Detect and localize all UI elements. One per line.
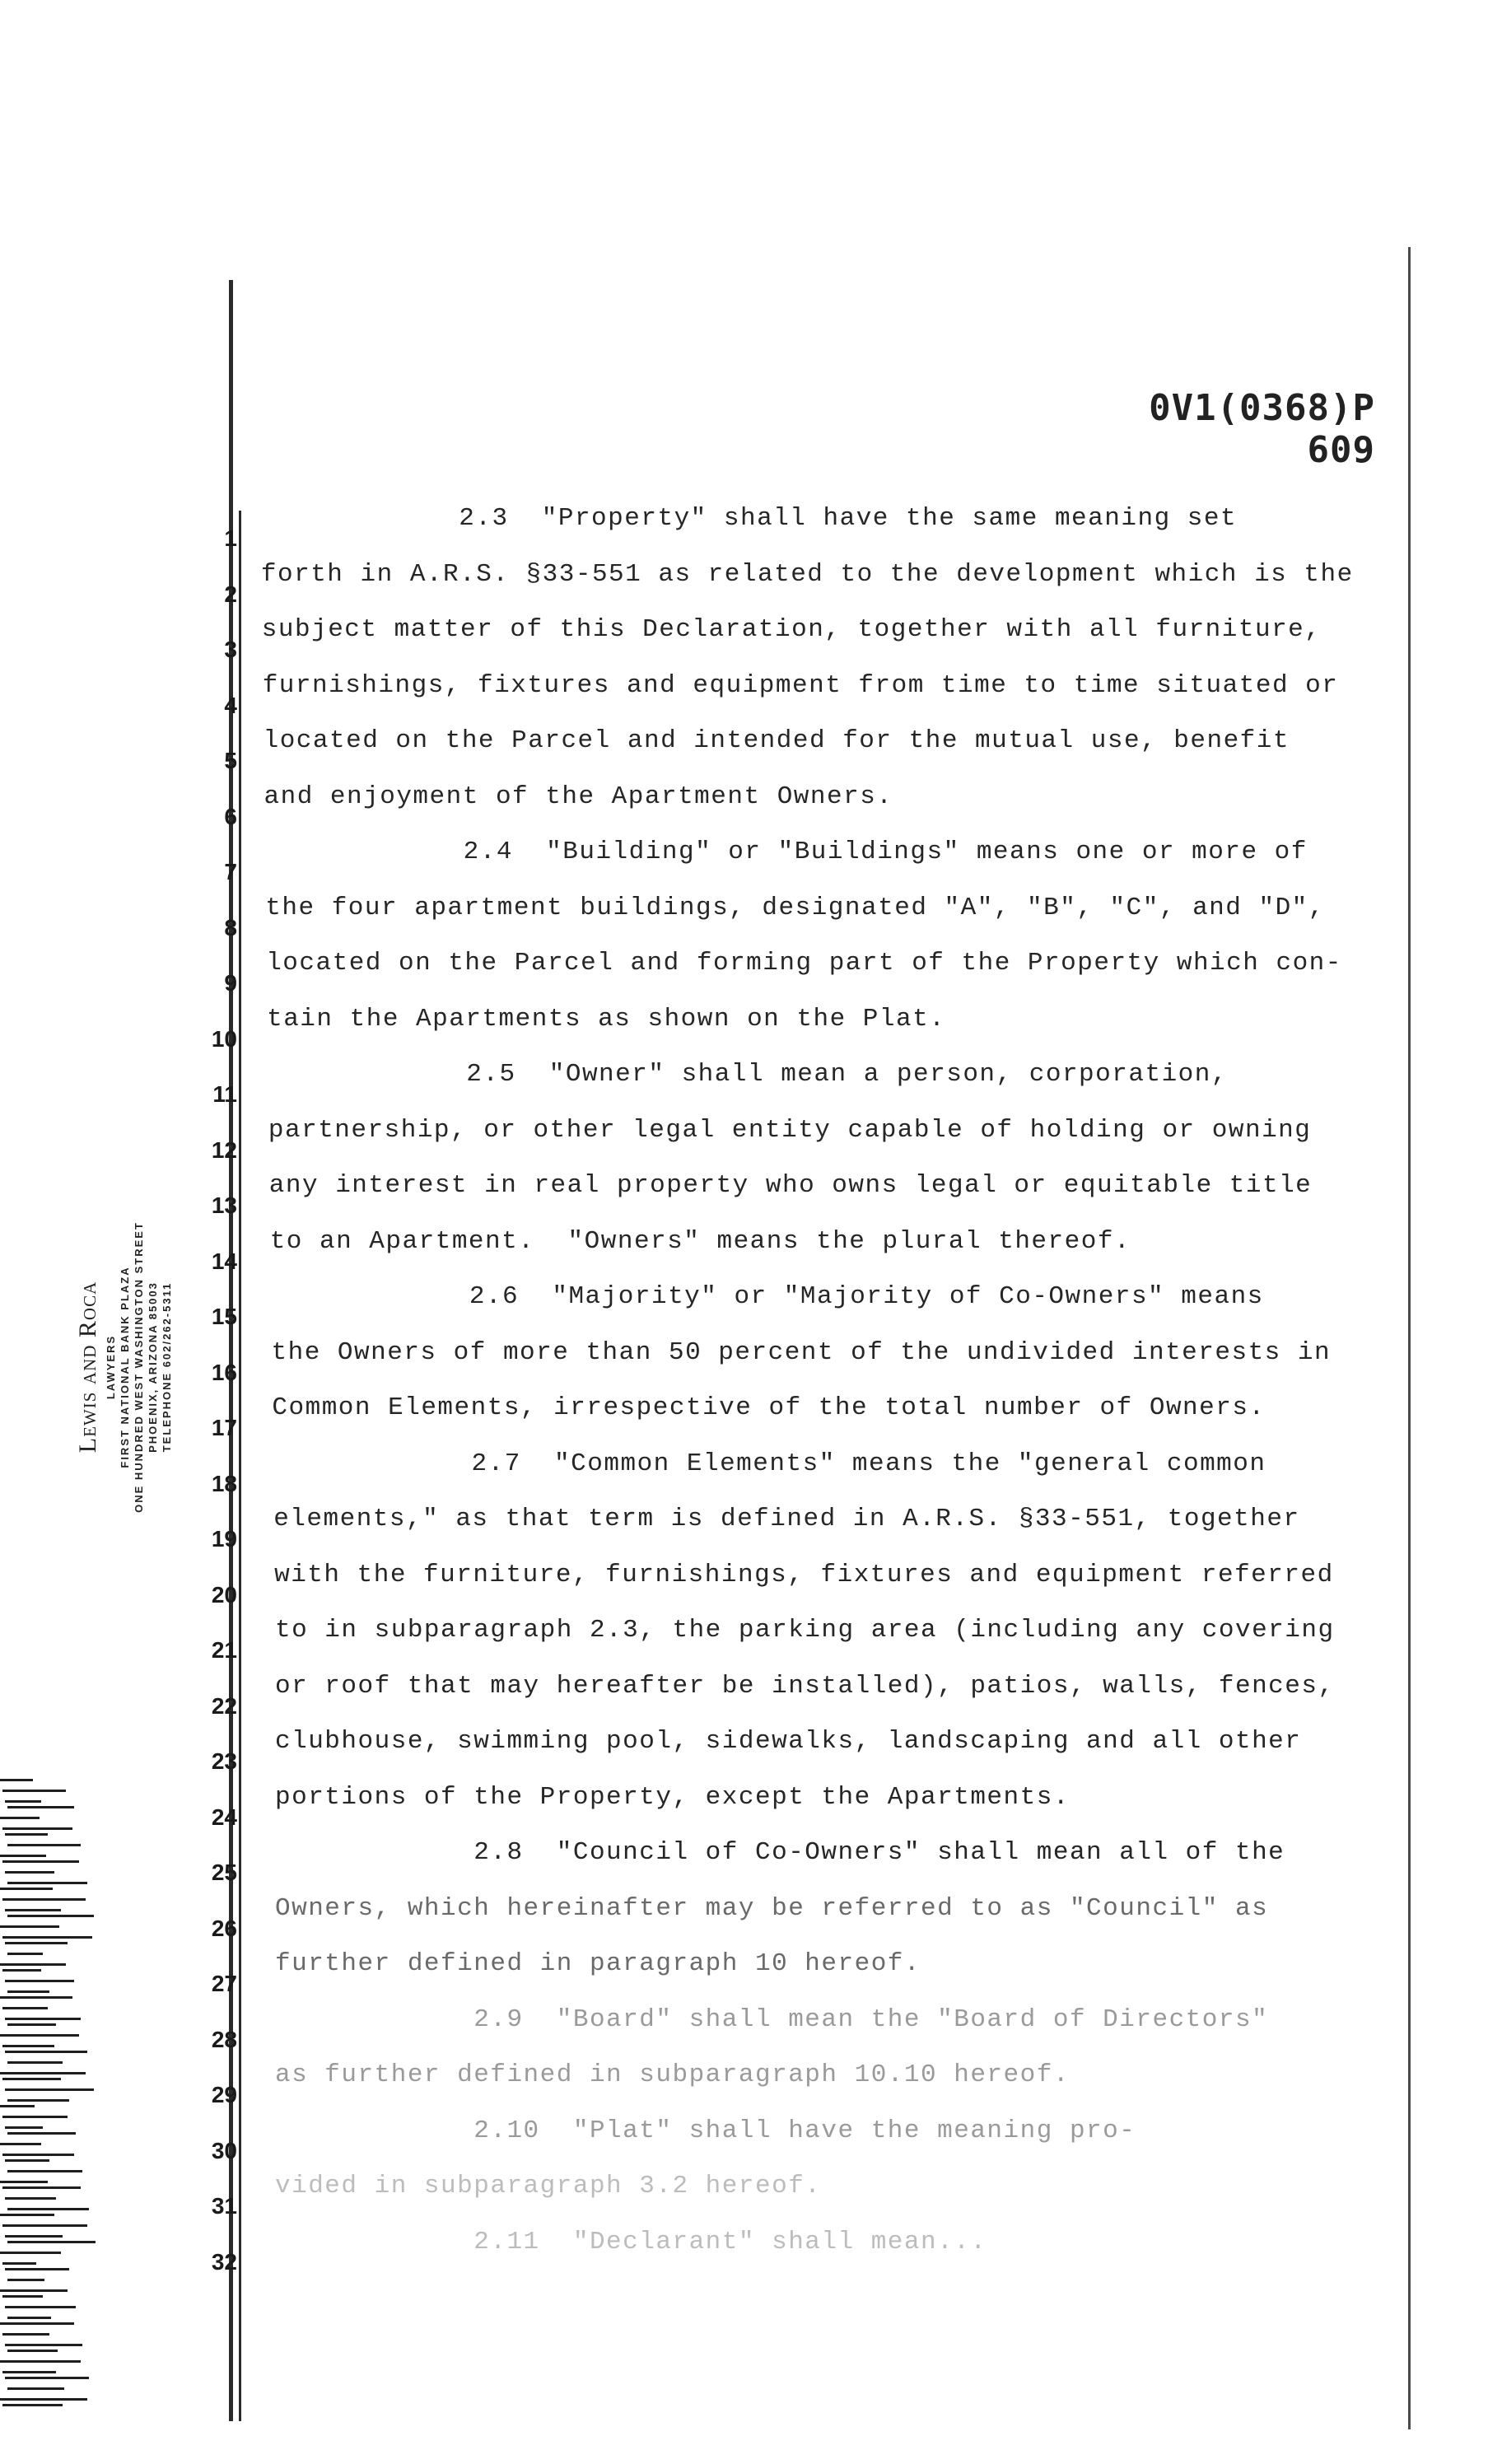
scan-mark — [7, 2132, 76, 2135]
scan-mark — [2, 2186, 81, 2189]
scan-mark — [0, 1779, 33, 1781]
text-line: Common Elements, irrespective of the total number of Owners. — [272, 1393, 1266, 1422]
text-line: portions of the Property, except the Apartments. — [275, 1782, 1070, 1812]
scan-mark — [2, 1969, 41, 1972]
text-line: further defined in paragraph 10 hereof. — [275, 1949, 921, 1978]
text-line: partnership, or other legal entity capable of holding or owning — [268, 1115, 1312, 1145]
scan-mark — [5, 2377, 89, 2379]
text-line: 2.3 "Property" shall have the same meaning set — [260, 504, 1238, 533]
scan-mark — [2, 2371, 56, 2373]
line-number: 24 — [211, 1804, 237, 1830]
book-page-stamp: 0V1(0368)P 609 — [1149, 387, 1375, 471]
scan-mark — [0, 1925, 59, 1928]
scan-mark — [7, 1915, 94, 1917]
text-line: 2.4 "Building" or "Buildings" means one or more of — [264, 838, 1308, 866]
line-number: 26 — [211, 1915, 237, 1941]
line-number: 18 — [211, 1470, 237, 1496]
text-line: 2.6 "Majority" or "Majority of Co-Owners" means — [270, 1282, 1264, 1311]
scan-mark — [0, 1817, 40, 1819]
line-number: 15 — [211, 1304, 237, 1329]
line-number: 27 — [211, 1971, 237, 1996]
text-line: subject matter of this Declaration, together with all furniture, — [261, 615, 1322, 644]
scan-mark — [0, 2072, 86, 2074]
text-line: elements," as that term is defined in A.R.S. §33-551, together — [273, 1505, 1300, 1533]
text-line: any interest in real property who owns legal or equitable title — [268, 1171, 1313, 1200]
scan-mark — [0, 2034, 79, 2037]
scan-mark — [2, 1790, 66, 1792]
line-number: 21 — [211, 1637, 237, 1663]
scan-mark — [0, 2105, 35, 2107]
scan-mark — [5, 1980, 74, 1982]
scan-mark — [2, 2007, 48, 2009]
letterhead-line: FIRST NATIONAL BANK PLAZA — [119, 1266, 131, 1468]
text-line: Owners, which hereinafter may be referred to as "Council" as — [275, 1893, 1269, 1923]
letterhead-line: PHOENIX, ARIZONA 85003 — [147, 1281, 159, 1453]
letterhead-line: ONE HUNDRED WEST WASHINGTON STREET — [133, 1221, 145, 1513]
scan-mark — [5, 2344, 82, 2346]
line-number: 3 — [224, 637, 237, 662]
line-number: 10 — [211, 1025, 237, 1052]
scan-mark — [2, 1860, 79, 1863]
scan-mark — [2, 1898, 86, 1901]
line-number: 17 — [211, 1415, 237, 1440]
scan-mark — [2, 2116, 68, 2118]
scan-mark — [7, 2208, 89, 2210]
line-number: 4 — [224, 692, 237, 718]
line-number: 19 — [211, 1526, 237, 1552]
scan-mark — [0, 2398, 87, 2401]
text-line: 2.5 "Owner" shall mean a person, corporation, — [268, 1060, 1228, 1089]
line-number: 28 — [211, 2026, 237, 2052]
text-line: to in subparagraph 2.3, the parking area (including any covering — [275, 1616, 1335, 1645]
letterhead-line: LAWYERS — [105, 1334, 117, 1400]
scan-mark — [0, 2252, 61, 2254]
scan-mark — [7, 2387, 64, 2390]
text-line: the Owners of more than 50 percent of the undivided interests in — [271, 1337, 1332, 1367]
scan-mark — [5, 1833, 48, 1836]
scan-mark — [2, 2045, 54, 2047]
scan-mark — [2, 2078, 61, 2080]
scan-mark — [0, 2143, 41, 2145]
line-number: 30 — [211, 2137, 237, 2163]
text-line: 2.11 "Declarant" shall mean... — [275, 2227, 987, 2256]
scan-mark — [2, 1936, 92, 1939]
scan-mark — [2, 2224, 87, 2227]
scan-mark — [7, 2317, 51, 2319]
line-number: 20 — [211, 1581, 237, 1608]
scan-mark — [2, 2262, 36, 2265]
scan-mark — [7, 1806, 74, 1808]
scan-mark — [7, 2170, 82, 2172]
letterhead-line: TELEPHONE 602/262-5311 — [161, 1281, 173, 1453]
scan-mark — [2, 2404, 63, 2406]
line-number: 2 — [224, 581, 237, 607]
line-number: 25 — [211, 1860, 237, 1885]
text-line: or roof that may hereafter be installed), patios, walls, fences, — [275, 1671, 1335, 1701]
scan-mark — [7, 1844, 81, 1846]
scan-mark — [7, 1990, 49, 1993]
scan-mark — [5, 2268, 69, 2270]
text-line: clubhouse, swimming pool, sidewalks, landscaping and all other — [275, 1727, 1302, 1756]
text-line: the four apartment buildings, designated "A", "B", "C", and "D", — [265, 893, 1325, 922]
scan-mark — [0, 2181, 48, 2183]
line-number: 13 — [211, 1192, 237, 1218]
scan-mark — [7, 1882, 87, 1884]
scan-mark — [5, 1800, 41, 1803]
text-line: as further defined in subparagraph 10.10 hereof. — [275, 2060, 1070, 2089]
firm-name: Lewis and Roca — [74, 1281, 101, 1454]
scan-mark — [7, 2099, 69, 2102]
text-line: forth in A.R.S. §33-551 as related to the development which is the — [260, 559, 1354, 589]
text-line: 2.7 "Common Elements" means the "general common — [273, 1449, 1266, 1478]
line-number: 12 — [211, 1136, 237, 1163]
text-line: 2.9 "Board" shall mean the "Board of Directors" — [275, 2004, 1269, 2034]
scan-mark — [2, 2154, 74, 2156]
scan-mark — [7, 1953, 43, 1955]
line-number: 8 — [224, 914, 237, 940]
text-line: located on the Parcel and intended for the mutual use, benefit — [263, 726, 1290, 755]
scan-mark — [5, 2306, 76, 2308]
text-line: 2.8 "Council of Co-Owners" shall mean all of the — [275, 1838, 1285, 1867]
scan-mark — [5, 2088, 94, 2091]
scan-mark — [7, 2350, 58, 2352]
line-number: 14 — [211, 1248, 237, 1274]
scan-mark — [0, 2289, 68, 2292]
text-line: to an Apartment. "Owners" means the plural thereof. — [269, 1226, 1131, 1256]
scan-edge-artifacts — [0, 1779, 107, 2454]
line-number: 1 — [224, 525, 237, 551]
line-number: 7 — [224, 859, 237, 884]
line-number: 5 — [224, 748, 237, 773]
text-line: furnishings, fixtures and equipment from time to time situated or — [262, 670, 1339, 700]
line-number: 31 — [211, 2193, 237, 2219]
right-margin-rule — [1408, 247, 1411, 2429]
scan-mark — [5, 2197, 56, 2200]
line-number: 23 — [211, 1748, 237, 1774]
scan-mark — [7, 2023, 56, 2026]
scan-mark — [0, 2322, 74, 2325]
scan-mark — [0, 2360, 81, 2363]
scan-mark — [0, 1963, 66, 1966]
text-line: located on the Parcel and forming part of the Property which con- — [266, 949, 1342, 978]
scan-mark — [5, 2235, 63, 2238]
scan-mark — [5, 2159, 49, 2162]
text-line: vided in subparagraph 3.2 hereof. — [275, 2172, 822, 2200]
scan-mark — [0, 1996, 72, 1999]
scan-mark — [5, 1942, 68, 1944]
text-line: 2.10 "Plat" shall have the meaning pro- — [275, 2116, 1136, 2145]
line-number: 9 — [224, 970, 237, 996]
scan-mark — [7, 2279, 44, 2281]
line-number: 6 — [224, 803, 237, 829]
text-line: and enjoyment of the Apartment Owners. — [264, 782, 893, 811]
text-line: with the furniture, furnishings, fixtures and equipment referred — [274, 1560, 1334, 1589]
scan-mark — [5, 1909, 61, 1911]
scan-mark — [5, 1871, 54, 1874]
letterhead-text — [74, 1202, 174, 1532]
scan-mark — [0, 1855, 46, 1857]
scan-mark — [7, 2241, 96, 2243]
line-number: 32 — [211, 2248, 237, 2275]
scan-mark — [7, 2061, 63, 2064]
scan-mark — [0, 2214, 54, 2216]
scan-mark — [2, 1827, 72, 1830]
scan-mark — [5, 2051, 87, 2053]
scan-mark — [2, 2333, 49, 2336]
text-line: tain the Apartments as shown on the Plat. — [267, 1004, 946, 1034]
line-number: 11 — [212, 1081, 237, 1107]
scan-mark — [5, 2126, 43, 2129]
scan-mark — [0, 1888, 53, 1890]
line-number: 22 — [211, 1692, 237, 1719]
line-number: 29 — [211, 2082, 237, 2107]
line-number: 16 — [211, 1359, 237, 1385]
scan-mark — [5, 2018, 81, 2020]
scan-mark — [2, 2295, 43, 2298]
